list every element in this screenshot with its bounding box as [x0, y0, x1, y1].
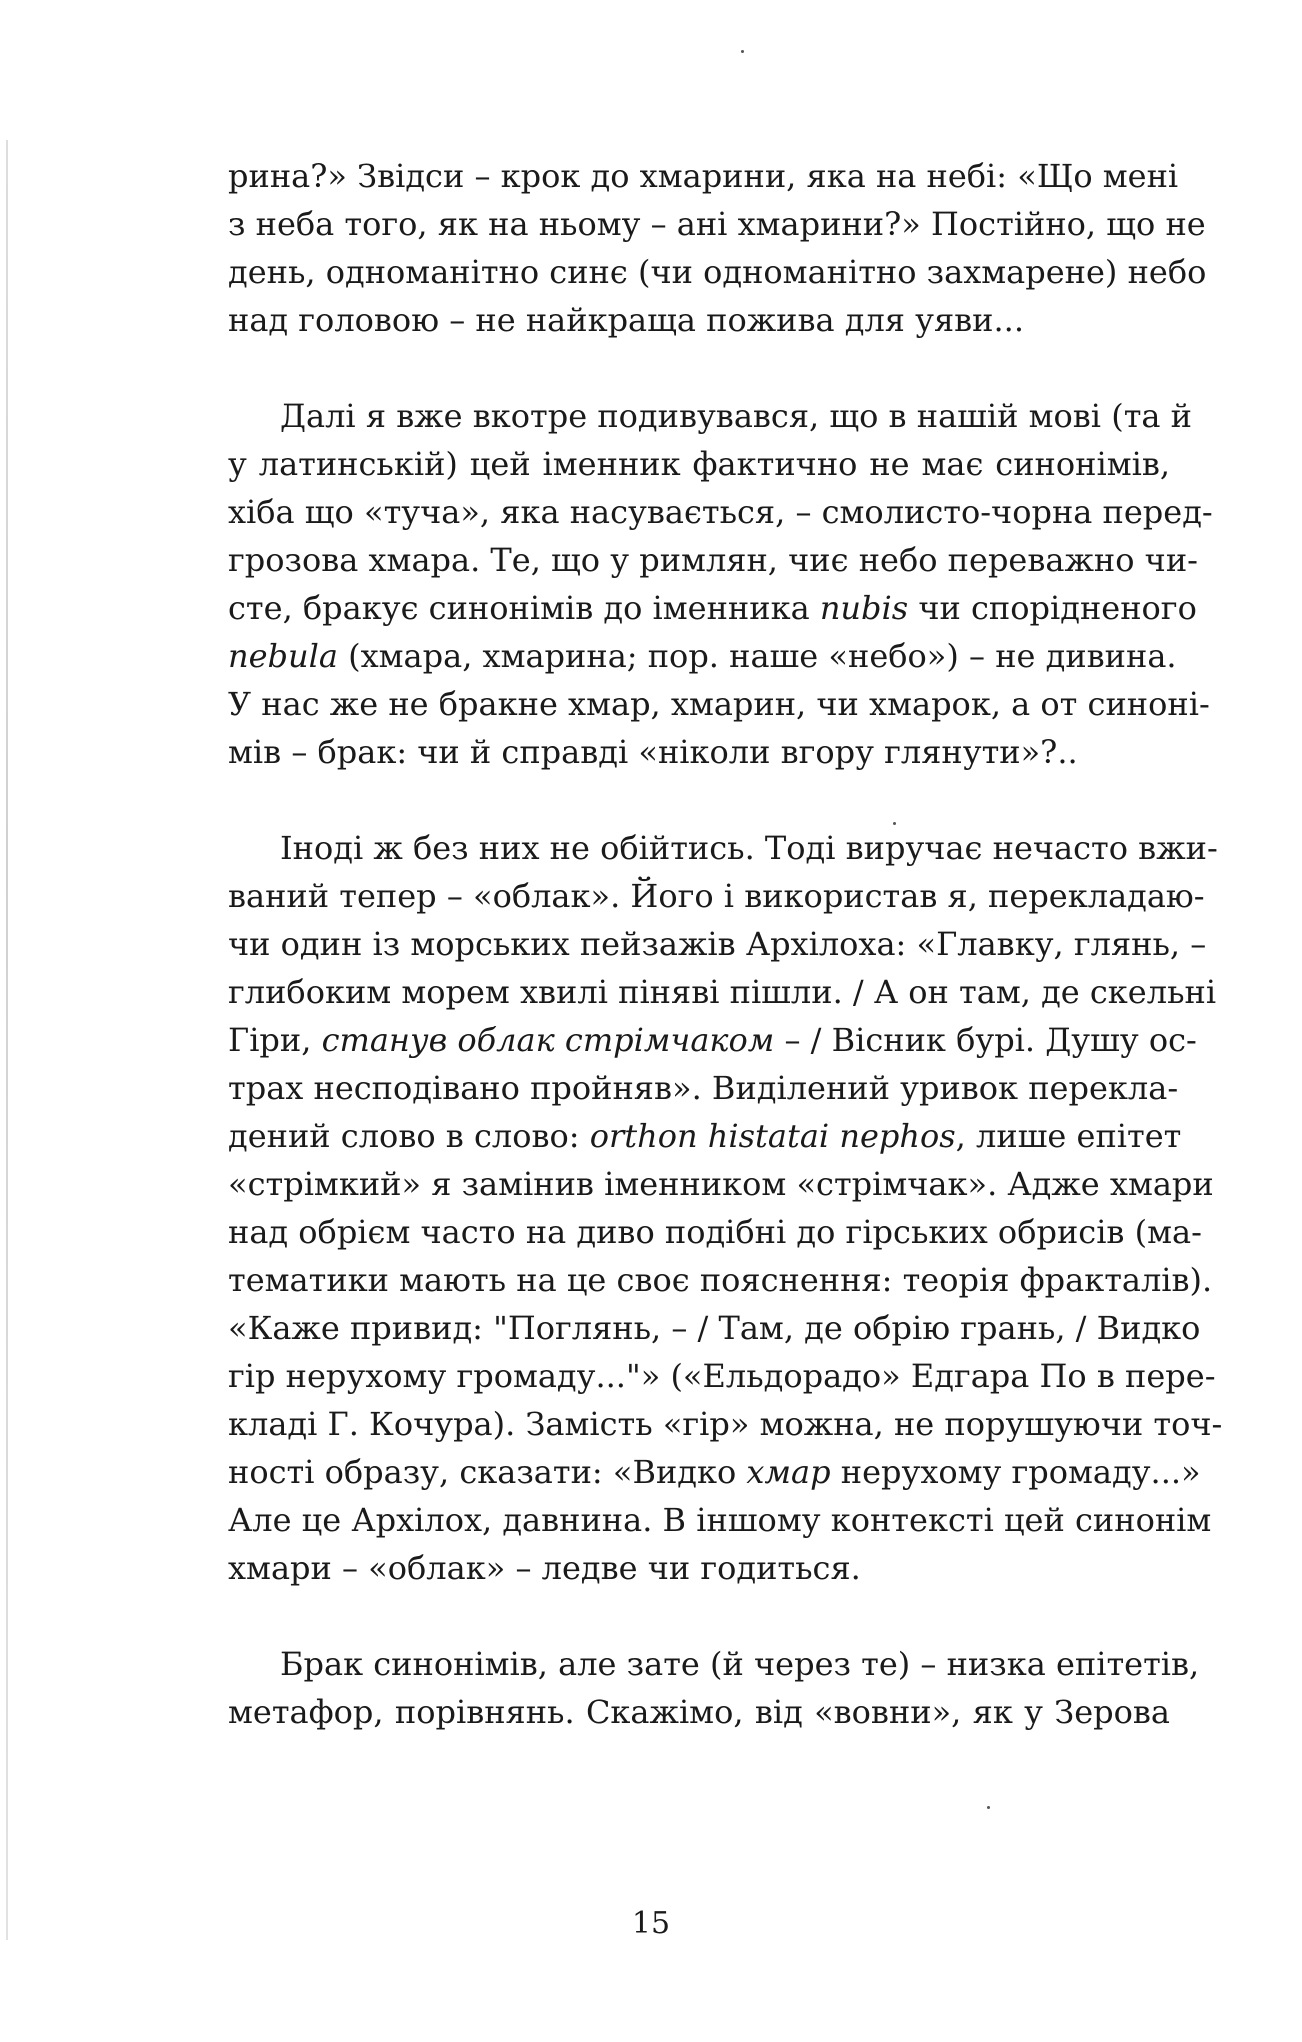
text-line: рина?» Звідси – крок до хмарини, яка на небі: «Що мені [228, 157, 1179, 195]
text-line: Але це Архілох, давнина. В іншому контексті цей синонім [228, 1501, 1212, 1539]
text-line: дений слово в слово: orthon histatai nephos, лише епітет [228, 1117, 1182, 1155]
text-line: з неба того, як на ньому – ані хмарини?» Постійно, що не [228, 205, 1206, 243]
dust-speck [741, 50, 744, 53]
text-line: грозова хмара. Те, що у римлян, чиє небо переважно чи- [228, 541, 1198, 579]
text-line: «Каже привид: "Поглянь, – / Там, де обрію грань, / Видко [228, 1309, 1201, 1347]
paragraph [228, 1640, 1200, 1736]
text-line: чи один із морських пейзажів Архілоха: «Главку, глянь, – [228, 925, 1207, 963]
text-line: сте, бракує синонімів до іменника nubis чи спорідненого [228, 589, 1197, 627]
text-line: хіба що «туча», яка насувається, – смолисто-чорна перед- [228, 493, 1213, 531]
paragraph-gap [228, 344, 1170, 392]
text-line: ваний тепер – «облак». Його і використав я, перекладаю- [228, 877, 1205, 915]
paragraph [228, 152, 1207, 344]
text-line: Гіри, станув облак стрімчаком – / Вісник бурі. Душу ос- [228, 1021, 1197, 1059]
text-line: ності образу, сказати: «Видко хмар нерухому громаду...» [228, 1453, 1201, 1491]
paragraph [228, 824, 1223, 1592]
text-line: метафор, порівнянь. Скажімо, від «вовни», як у Зерова [228, 1693, 1170, 1731]
scan-edge-shadow [6, 140, 8, 1940]
text-line: «стрімкий» я замінив іменником «стрімчак». Адже хмари [228, 1165, 1214, 1203]
text-line: Далі я вже вкотре подивувався, що в нашій мові (та й [280, 397, 1192, 435]
text-line: над обрієм часто на диво подібні до гірських обрисів (ма- [228, 1213, 1202, 1251]
text-line: Брак синонімів, але зате (й через те) – низка епітетів, [280, 1645, 1200, 1683]
text-line: день, одноманітно синє (чи одноманітно захмарене) небо [228, 253, 1207, 291]
text-line: мів – брак: чи й справді «ніколи вгору глянути»?.. [228, 733, 1078, 771]
text-line: nebula (хмара, хмарина; пор. наше «небо») – не дивина. [228, 637, 1177, 675]
text-line: кладі Г. Кочура). Замість «гір» можна, не порушуючи точ- [228, 1405, 1223, 1443]
text-line: глибоким морем хвилі піняві пішли. / А он там, де скельні [228, 973, 1217, 1011]
paragraph [228, 392, 1213, 776]
text-line: У нас же не бракне хмар, хмарин, чи хмарок, а от синоні- [228, 685, 1210, 723]
text-line: хмари – «облак» – ледве чи годиться. [228, 1549, 861, 1587]
paragraph-gap [228, 1592, 1170, 1640]
body-text [228, 152, 1223, 1736]
text-line: над головою – не найкраща пожива для уяви... [228, 301, 1025, 339]
text-line: трах несподівано пройняв». Виділений уривок перекла- [228, 1069, 1179, 1107]
text-line: гір нерухому громаду..."» («Ельдорадо» Едгара По в пере- [228, 1357, 1216, 1395]
text-line: тематики мають на це своє пояснення: теорія фракталів). [228, 1261, 1213, 1299]
text-line: Іноді ж без них не обійтись. Тоді виручає нечасто вжи- [280, 829, 1218, 867]
page-number: 15 [631, 1906, 671, 1941]
text-line: у латинській) цей іменник фактично не має синонімів, [228, 445, 1170, 483]
dust-speck [987, 1806, 990, 1809]
paragraph-gap [228, 776, 1170, 824]
